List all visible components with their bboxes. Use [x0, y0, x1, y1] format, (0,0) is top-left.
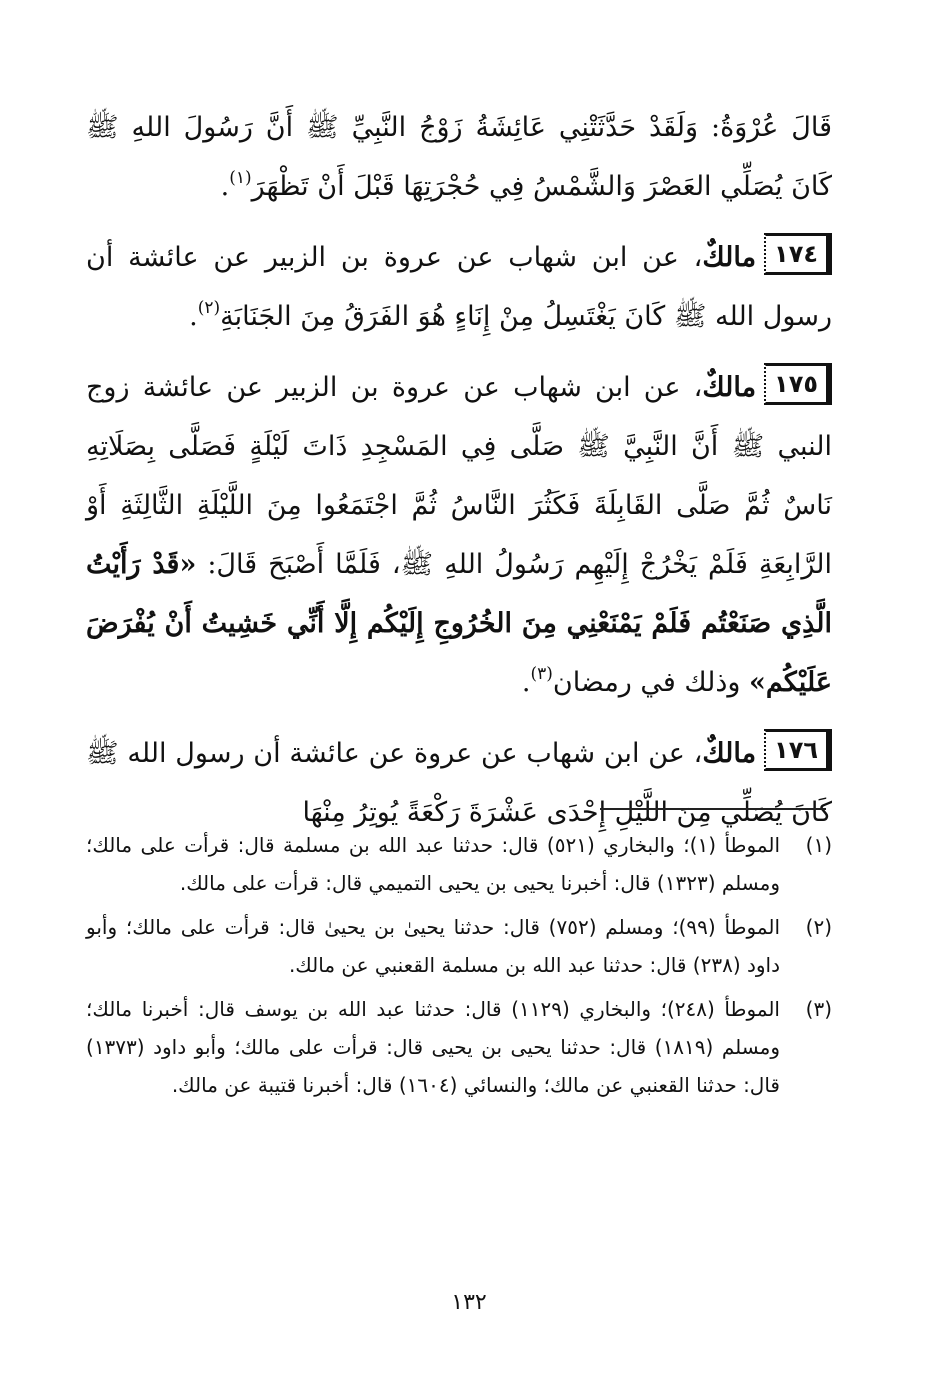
hadith-175-end: .: [521, 667, 531, 698]
footnote-ref-3[interactable]: (٣): [530, 664, 553, 684]
footnote-ref-2[interactable]: (٢): [197, 298, 221, 318]
footnote-3: [86, 990, 832, 1104]
intro-paragraph: [86, 98, 832, 216]
footnote-divider: [600, 808, 826, 810]
hadith-174-end: .: [189, 301, 198, 332]
footnote-text: الموطأ (١)؛ والبخاري (٥٢١) قال: حدثنا عبد الله بن مسلمة قال: قرأت على مالك؛ ومسلم (١٣٢٣) قال: أخبرنا يحيى بن يحيى التميمي قال: قرأت على مالك.: [86, 833, 781, 895]
footnote-number: (٢): [805, 915, 832, 939]
hadith-176-text: ، عن ابن شهاب عن عروة عن عائشة أن رسول الله ﷺ كَانَ يُصَلِّي مِنَ اللَّيْلِ إِحْدَى عَشْرَةَ رَكْعَةً يُوتِرُ مِنْهَا: [86, 738, 832, 828]
footnotes: [86, 826, 832, 1110]
intro-text: قَالَ عُرْوَةُ: وَلَقَدْ حَدَّثَتْنِي عَائِشَةُ زَوْجُ النَّبِيِّ ﷺ أَنَّ رَسُولَ اللهِ ﷺ كَانَ يُصَلِّي العَصْرَ وَالشَّمْسُ فِي حُجْرَتِهَا قَبْلَ أَنْ تَظْهَرَ: [86, 112, 832, 202]
hadith-174-text: ، عن ابن شهاب عن عروة بن الزبير عن عائشة أن رسول الله ﷺ كَانَ يَغْتَسِلُ مِنْ إِنَاءٍ هُوَ الفَرَقُ مِنَ الجَنَابَةِ: [86, 242, 832, 332]
footnote-number: (١): [805, 833, 832, 857]
footnote-ref-1[interactable]: (١): [229, 168, 252, 188]
hadith-number-174: ١٧٤: [764, 233, 832, 275]
hadith-174-narrator: مالكٌ: [702, 242, 757, 273]
footnote-1: [86, 826, 832, 902]
page-number: ١٣٢: [451, 1290, 487, 1315]
hadith-176-narrator: مالكٌ: [702, 738, 757, 769]
hadith-number-176: ١٧٦: [764, 729, 832, 771]
footnote-text: الموطأ (٢٤٨)؛ والبخاري (١١٢٩) قال: حدثنا عبد الله بن يوسف قال: أخبرنا مالك؛ ومسلم (١٨١٩) قال: حدثنا يحيى بن يحيى قال: قرأت على مالك؛ وأبو داود (١٣٧٣) قال: حدثنا القعنبي عن مالك؛ والنسائي (١٦٠٤) قال: أخبرنا قتيبة عن مالك.: [86, 997, 780, 1097]
hadith-175-text: ، عن ابن شهاب عن عروة بن الزبير عن عائشة زوج النبي ﷺ أَنَّ النَّبِيَّ ﷺ صَلَّى فِي المَسْجِدِ ذَاتَ لَيْلَةٍ فَصَلَّى بِصَلَاتِهِ نَاسٌ ثُمَّ صَلَّى القَابِلَةَ فَكَثُرَ النَّاسُ ثُمَّ اجْتَمَعُوا مِنَ اللَّيْلَةِ الثَّالِثَةِ أَوْ الرَّابِعَةِ فَلَمْ يَخْرُجْ إِلَيْهِم رَسُولُ اللهِ ﷺ، فَلَمَّا أَصْبَحَ قَالَ:: [86, 372, 833, 580]
footnote-number: (٣): [805, 997, 832, 1021]
hadith-175-tail: وذلك في رمضان: [552, 667, 750, 698]
footnote-text: الموطأ (٩٩)؛ ومسلم (٧٥٢) قال: حدثنا يحيىٰ بن يحيىٰ قال: قرأت على مالك؛ وأبو داود (٢٣٨) قال: حدثنا عبد الله بن مسلمة القعنبي عن مالك.: [86, 915, 781, 977]
hadith-175: [86, 358, 832, 712]
main-text: [86, 98, 832, 854]
footnote-2: [86, 908, 832, 984]
hadith-174: [86, 228, 832, 346]
hadith-175-quote: «قَدْ رَأَيْتُ الَّذِي صَنَعْتُم فَلَمْ يَمْنَعْنِي مِنَ الخُرُوجِ إِلَيْكُم إِلَّا أَنِّي خَشِيتُ أَنْ يُفْرَضَ عَلَيْكُم»: [86, 549, 832, 698]
hadith-176: [86, 724, 832, 842]
hadith-number-175: ١٧٥: [764, 363, 832, 405]
intro-end: .: [220, 171, 230, 202]
hadith-175-narrator: مالكٌ: [702, 372, 757, 403]
